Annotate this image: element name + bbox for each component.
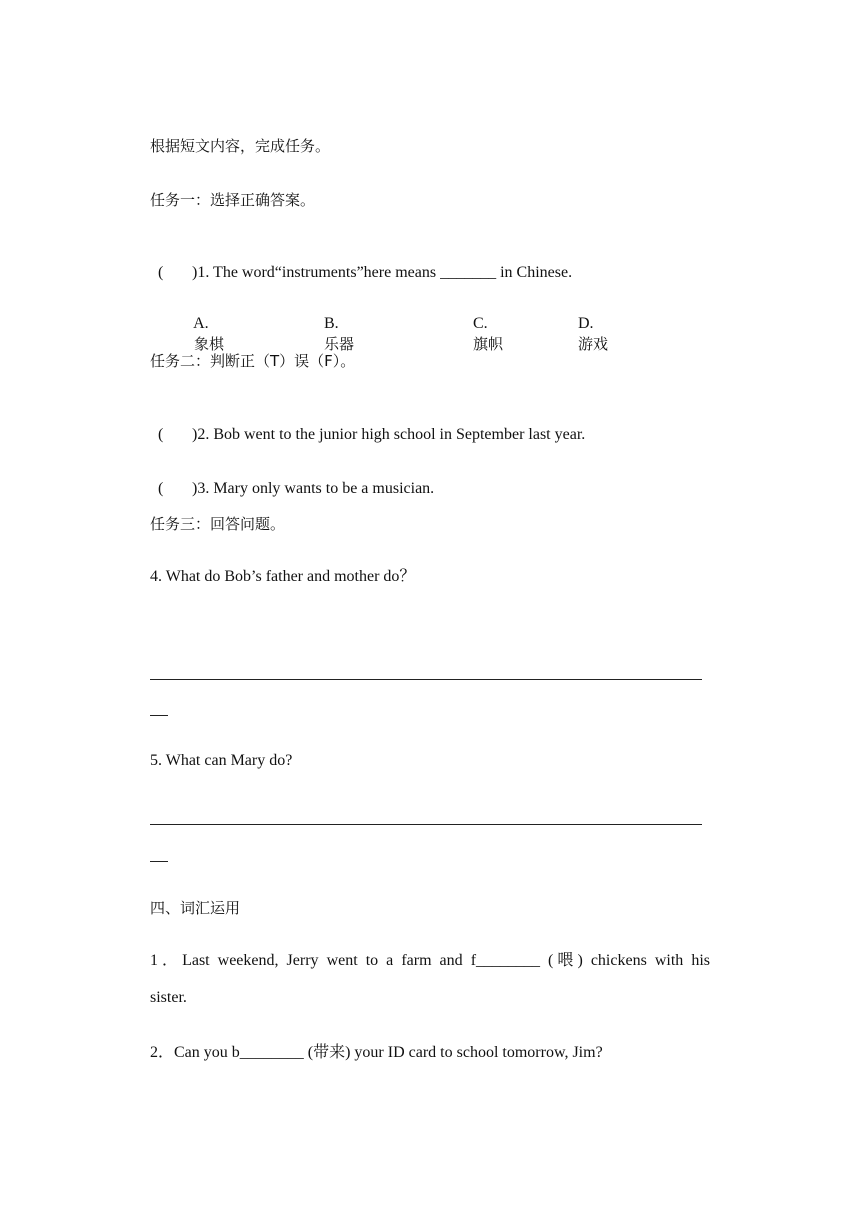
question-4: 4. What do Bob’s father and mother do？ [150, 568, 416, 585]
option-b [316, 297, 354, 354]
option-c-letter: C. [473, 315, 488, 332]
vocab-item-1-line1: 1．Last weekend, Jerry went to a farm and f________ (喂) chickens with his [150, 952, 710, 969]
answer-line-4 [150, 679, 702, 680]
question-3-text: )3. Mary only wants to be a musician. [192, 480, 435, 497]
answer-paren: ( [158, 480, 164, 497]
option-c-text: 旗帜 [473, 335, 504, 353]
question-5: 5. What can Mary do? [150, 752, 293, 769]
answer-paren: ( [158, 264, 164, 281]
question-1-text: )1. The word“instruments”here means _______ in Chinese. [192, 264, 573, 281]
option-c [465, 297, 503, 354]
vocab-item-2: 2．Can you b________ (带来) your ID card to school tomorrow, Jim? [150, 1044, 603, 1061]
answer-line-4-continued [150, 715, 168, 716]
task2-title: 任务二：判断正（T）误（F）。 [150, 352, 356, 370]
option-b-text: 乐器 [324, 335, 355, 353]
option-a-letter: A. [193, 315, 209, 332]
question-1 [150, 243, 572, 283]
option-a-text: 象棋 [194, 335, 225, 353]
instruction-text: 根据短文内容，完成任务。 [150, 137, 331, 155]
answer-line-5-continued [150, 861, 168, 862]
answer-paren: ( [158, 426, 164, 443]
question-2-text: )2. Bob went to the junior high school in September last year. [192, 426, 586, 443]
question-3 [150, 459, 434, 499]
option-a [186, 297, 224, 354]
section4-title: 四、词汇运用 [150, 899, 241, 917]
task3-title: 任务三：回答问题。 [150, 515, 286, 533]
option-d-text: 游戏 [578, 335, 609, 353]
question-2 [150, 405, 585, 445]
option-d-letter: D. [578, 315, 594, 332]
option-b-letter: B. [324, 315, 339, 332]
option-d [570, 297, 608, 354]
task1-title: 任务一：选择正确答案。 [150, 191, 316, 209]
vocab-item-1-line2: sister. [150, 989, 187, 1006]
answer-line-5 [150, 824, 702, 825]
